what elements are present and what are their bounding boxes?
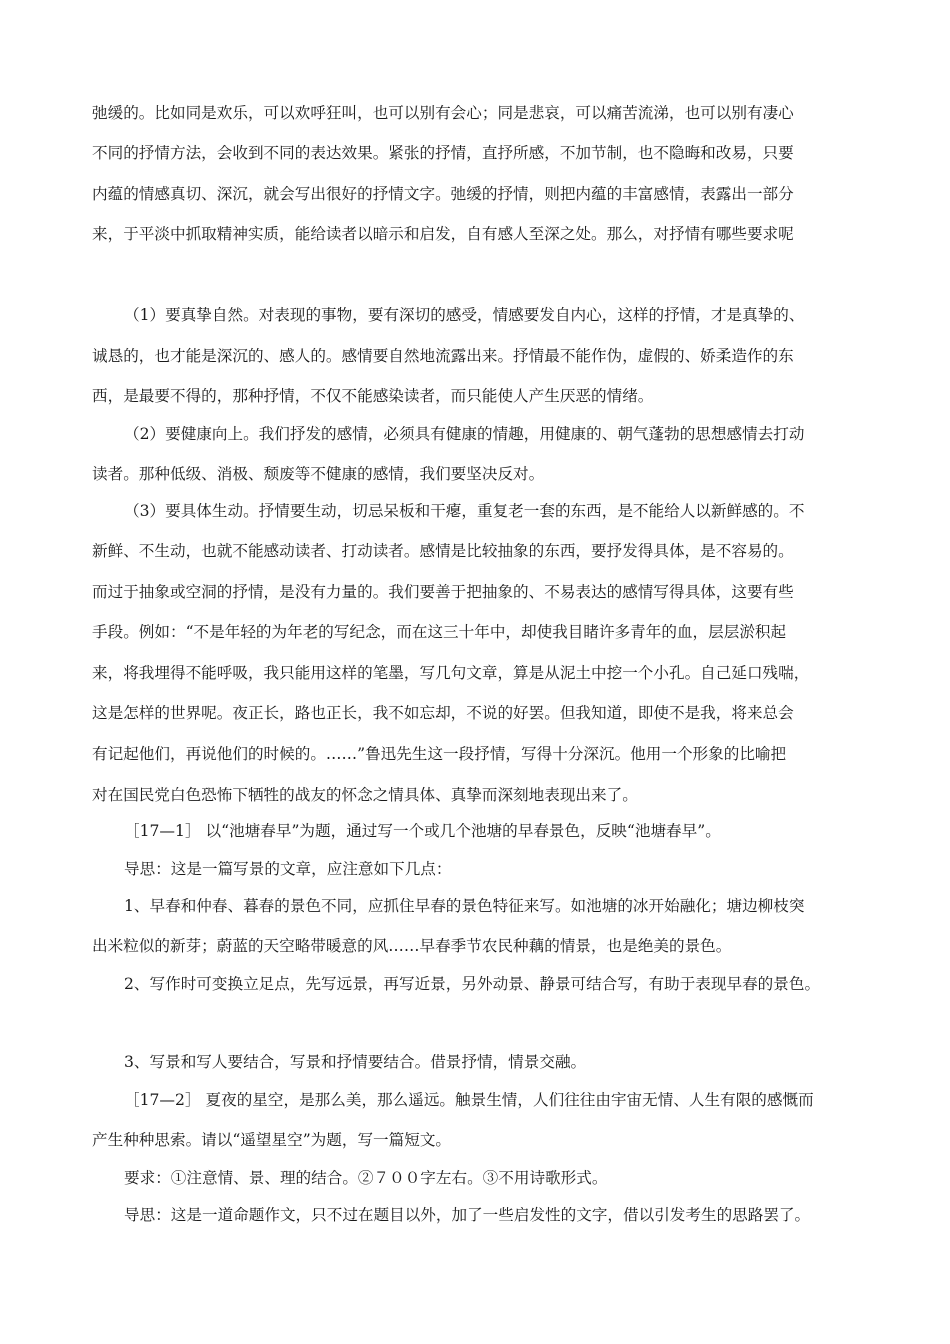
paragraph-line: 内蕴的情感真切、深沉，就会写出很好的抒情文字。弛缓的抒情，则把内蕴的丰富感情，表露出一部分 <box>92 185 794 203</box>
paragraph-line: 读者。那种低级、消极、颓废等不健康的感情，我们要坚决反对。 <box>92 465 545 483</box>
paragraph-line: 产生种种思索。请以“遥望星空”为题，写一篇短文。 <box>92 1131 452 1149</box>
paragraph-line: 这是怎样的世界呢。夜正长，路也正长，我不如忘却，不说的好罢。但我知道，即使不是我，将来总会 <box>92 704 794 722</box>
paragraph-line: 不同的抒情方法，会收到不同的表达效果。紧张的抒情，直抒所感，不加节制，也不隐晦和改易，只要 <box>92 144 794 162</box>
paragraph-line: （3）要具体生动。抒情要生动，切忌呆板和干瘪，重复老一套的东西，是不能给人以新鲜感的。不 <box>124 502 805 520</box>
paragraph-line: 新鲜、不生动，也就不能感动读者、打动读者。感情是比较抽象的东西，要抒发得具体，是不容易的。 <box>92 542 794 560</box>
paragraph-line: 弛缓的。比如同是欢乐，可以欢呼狂叫，也可以别有会心；同是悲哀，可以痛苦流涕，也可以别有凄心 <box>92 104 794 122</box>
paragraph-line: 来，于平淡中抓取精神实质，能给读者以暗示和启发，自有感人至深之处。那么，对抒情有哪些要求呢 <box>92 225 794 243</box>
paragraph-line: 西，是最要不得的，那种抒情，不仅不能感染读者，而只能使人产生厌恶的情绪。 <box>92 387 654 405</box>
paragraph-line: 导思：这是一道命题作文，只不过在题目以外，加了一些启发性的文字，借以引发考生的思路罢了。 <box>124 1206 811 1224</box>
paragraph-line: 来，将我埋得不能呼吸，我只能用这样的笔墨，写几句文章，算是从泥土中挖一个小孔。自己延口残喘， <box>92 664 810 682</box>
exercise-heading: ［17—2］ 夏夜的星空，是那么美，那么遥远。触景生情，人们往往由宇宙无情、人生有限的感慨而 <box>124 1091 814 1109</box>
paragraph-line: 要求：①注意情、景、理的结合。②７００字左右。③不用诗歌形式。 <box>124 1169 608 1187</box>
paragraph-line: 出米粒似的新芽；蔚蓝的天空略带暖意的风……早春季节农民种藕的情景，也是绝美的景色。 <box>92 937 732 955</box>
paragraph-line: 诚恳的，也才能是深沉的、感人的。感情要自然地流露出来。抒情最不能作伪，虚假的、娇柔造作的东 <box>92 347 794 365</box>
paragraph-line: 导思：这是一篇写景的文章，应注意如下几点： <box>124 860 452 878</box>
paragraph-line: 手段。例如：“不是年轻的为年老的写纪念，而在这三十年中，却使我目睹许多青年的血，层层淤积起 <box>92 623 787 641</box>
paragraph-line: 1、早春和仲春、暮春的景色不同，应抓住早春的景色特征来写。如池塘的冰开始融化；塘边柳枝突 <box>124 897 805 915</box>
paragraph-line: （2）要健康向上。我们抒发的感情，必须具有健康的情趣，用健康的、朝气蓬勃的思想感情去打动 <box>124 425 805 443</box>
paragraph-line: 对在国民党白色恐怖下牺牲的战友的怀念之情具体、真挚而深刻地表现出来了。 <box>92 786 638 804</box>
exercise-heading: ［17—1］ 以“池塘春早”为题，通过写一个或几个池塘的早春景色，反映“池塘春早”。 <box>124 822 721 840</box>
paragraph-line: 2、写作时可变换立足点，先写远景，再写近景，另外动景、静景可结合写，有助于表现早春的景色。 <box>124 975 821 993</box>
paragraph-line: （1）要真挚自然。对表现的事物，要有深切的感受，情感要发自内心，这样的抒情，才是真挚的、 <box>124 306 805 324</box>
paragraph-line: 而过于抽象或空洞的抒情，是没有力量的。我们要善于把抽象的、不易表达的感情写得具体，这要有些 <box>92 583 794 601</box>
paragraph-line: 3、写景和写人要结合，写景和抒情要结合。借景抒情，情景交融。 <box>124 1053 587 1071</box>
paragraph-line: 有记起他们，再说他们的时候的。……”鲁迅先生这一段抒情，写得十分深沉。他用一个形象的比喻把 <box>92 745 787 763</box>
